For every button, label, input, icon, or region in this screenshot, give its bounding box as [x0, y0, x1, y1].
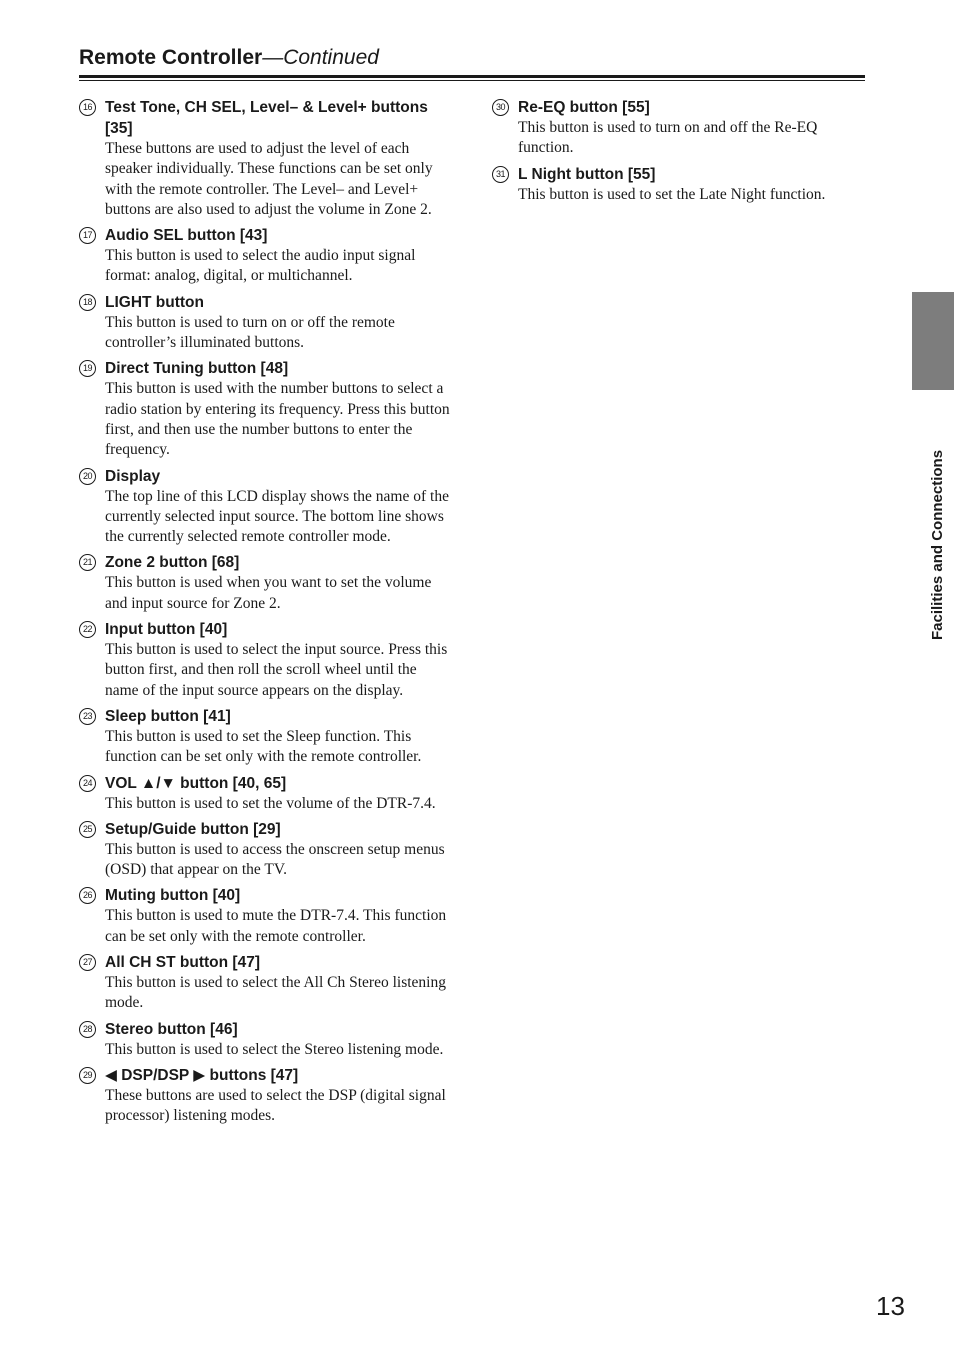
section-tab: [912, 292, 954, 390]
item-heading: All CH ST button [47]: [105, 954, 260, 972]
item-heading: Input button [40]: [105, 621, 228, 639]
left-column: [79, 97, 452, 1132]
item-heading: Test Tone, CH SEL, Level– & Level+ buttons [35]: [105, 99, 428, 137]
list-item: [79, 225, 452, 287]
list-item: [79, 1065, 452, 1127]
section-title: Remote Controller: [79, 46, 263, 69]
item-heading: Audio SEL button [43]: [105, 227, 268, 245]
item-description: This button is used to turn on and off the Re-EQ function.: [518, 119, 818, 157]
page-header: [79, 44, 865, 72]
item-heading: Setup/Guide button [29]: [105, 820, 281, 838]
item-number: 23: [79, 708, 96, 725]
list-item: [79, 885, 452, 947]
list-item: [79, 97, 452, 220]
item-number: 18: [79, 294, 96, 311]
section-tab-label: Facilities and Connections: [929, 449, 946, 640]
list-item: [79, 552, 452, 614]
item-number: 31: [492, 166, 509, 183]
item-description: This button is used when you want to set the volume and input source for Zone 2.: [105, 574, 432, 612]
item-number: 21: [79, 554, 96, 571]
item-description: These buttons are used to select the DSP (digital signal processor) listening modes.: [105, 1086, 446, 1125]
item-number: 22: [79, 621, 96, 638]
item-heading: Re-EQ button [55]: [518, 99, 650, 116]
item-description: This button is used to set the Sleep function. This function can be set only with the remote controller.: [105, 727, 422, 766]
right-column: [492, 97, 862, 210]
page-title: [79, 44, 865, 72]
item-number: 26: [79, 887, 96, 904]
item-description: This button is used to access the onscreen setup menus (OSD) that appear on the TV.: [105, 840, 445, 879]
list-item: [79, 358, 452, 460]
item-number: 25: [79, 821, 96, 838]
item-heading: Stereo button [46]: [105, 1020, 238, 1038]
item-heading: LIGHT button: [105, 293, 204, 311]
item-description: This button is used to set the volume of the DTR-7.4.: [105, 794, 436, 812]
list-item: [79, 819, 452, 881]
item-heading: Display: [105, 467, 161, 485]
item-description: This button is used to select the audio input signal format: analog, digital, or multichannel.: [105, 247, 416, 285]
item-heading: Muting button [40]: [105, 887, 241, 905]
list-item: [79, 952, 452, 1014]
list-item: [79, 1019, 452, 1060]
list-item: [79, 466, 452, 548]
list-item: [492, 97, 862, 159]
item-number: 19: [79, 360, 96, 377]
item-number: 29: [79, 1067, 96, 1084]
item-number: 28: [79, 1021, 96, 1038]
header-rule-thick: [79, 75, 865, 78]
page-number: 13: [876, 1291, 905, 1321]
list-item: [79, 292, 452, 354]
item-number: 24: [79, 775, 96, 792]
list-item: [79, 619, 452, 701]
item-heading: ◀ DSP/DSP ▶ buttons [47]: [105, 1066, 299, 1084]
item-heading: Sleep button [41]: [105, 707, 231, 725]
item-description: This button is used to set the Late Night function.: [518, 185, 826, 203]
item-number: 30: [492, 99, 509, 116]
item-number: 20: [79, 468, 96, 485]
list-item: [79, 706, 452, 768]
item-description: This button is used to turn on or off the remote controller’s illuminated buttons.: [105, 313, 395, 352]
continued-label: —Continued: [262, 46, 379, 69]
item-description: This button is used with the number buttons to select a radio station by entering its frequency. Press this button first, and then use the number buttons to enter the frequency.: [105, 380, 450, 459]
item-number: 16: [79, 99, 96, 116]
item-description: This button is used to select the input source. Press this button first, and then roll the scroll wheel until the name of the input source appears on the display.: [105, 641, 448, 699]
item-heading: Direct Tuning button [48]: [105, 360, 289, 378]
item-heading: Zone 2 button [68]: [105, 554, 240, 572]
item-description: This button is used to select the Stereo listening mode.: [105, 1040, 444, 1058]
item-description: This button is used to mute the DTR-7.4. This function can be set only with the remote controller.: [105, 907, 447, 945]
header-rule-thin: [79, 80, 865, 81]
item-heading: VOL ▲/▼ button [40, 65]: [105, 774, 287, 792]
item-description: The top line of this LCD display shows the name of the currently selected input source. The bottom line shows the currently selected remote controller mode.: [105, 487, 449, 546]
list-item: [492, 164, 862, 205]
item-heading: L Night button [55]: [518, 165, 656, 183]
item-number: 17: [79, 227, 96, 244]
item-number: 27: [79, 954, 96, 971]
list-item: [79, 773, 452, 814]
item-description: This button is used to select the All Ch Stereo listening mode.: [105, 974, 446, 1012]
item-description: These buttons are used to adjust the level of each speaker individually. These functions can be set only with the remote controller. The Level– and Level+ buttons are also used to adjust the volume in Zone 2.: [105, 140, 433, 218]
